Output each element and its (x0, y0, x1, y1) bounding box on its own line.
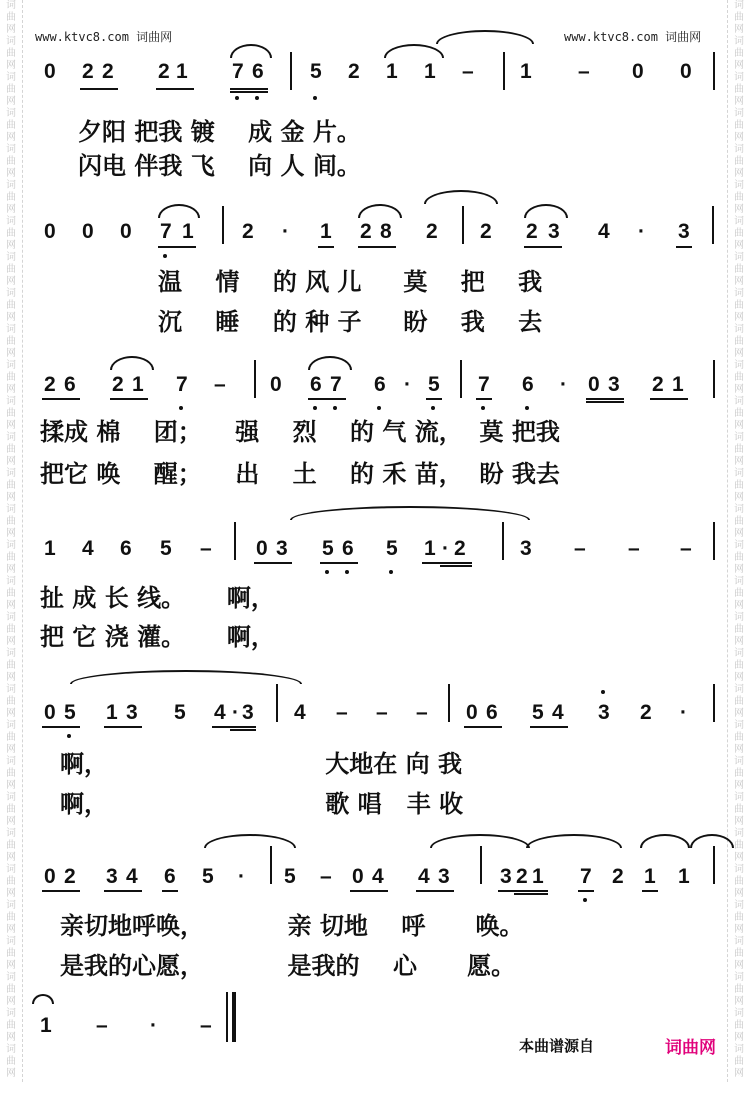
final-barline (232, 992, 236, 1042)
octave-dot (345, 570, 349, 574)
side-watermark-char: 曲 (6, 732, 16, 743)
side-watermark-char: 曲 (6, 228, 16, 239)
side-watermark-char: 网 (734, 204, 744, 215)
slur (110, 356, 154, 370)
side-watermark-char: 曲 (734, 840, 744, 851)
side-watermark-char: 曲 (6, 48, 16, 59)
side-watermark-char: 曲 (6, 768, 16, 779)
side-watermark-char: 曲 (734, 984, 744, 995)
side-watermark-char: 词 (6, 576, 16, 587)
slur (430, 834, 530, 848)
side-watermark-char: 曲 (734, 372, 744, 383)
side-watermark-char: 曲 (6, 876, 16, 887)
side-watermark-char: 曲 (6, 444, 16, 455)
underline (320, 562, 358, 564)
side-watermark-char: 网 (734, 420, 744, 431)
tie (204, 834, 296, 848)
side-watermark-char: 曲 (6, 1056, 16, 1067)
side-watermark-char: 词 (6, 108, 16, 119)
octave-dot (333, 406, 337, 410)
lyric-row-2-verse-2: 沉 睡 的 种 子 盼 我 去 (158, 308, 543, 336)
side-watermark-char: 网 (6, 996, 16, 1007)
side-watermark-char: 曲 (6, 660, 16, 671)
barline (713, 684, 715, 722)
side-watermark-char: 曲 (6, 948, 16, 959)
watermark-top-left: www.ktvc8.com 词曲网 (35, 30, 173, 44)
side-watermark-char: 词 (6, 1008, 16, 1019)
side-watermark-char: 网 (734, 456, 744, 467)
underline (230, 88, 268, 90)
side-watermark-char: 曲 (734, 804, 744, 815)
side-watermark-char: 网 (6, 816, 16, 827)
side-watermark-char: 词 (734, 756, 744, 767)
side-watermark-char: 网 (6, 636, 16, 647)
side-watermark-char: 词 (734, 468, 744, 479)
side-watermark-char: 曲 (6, 624, 16, 635)
underline (650, 398, 688, 400)
slur (640, 834, 690, 848)
octave-dot (601, 690, 605, 694)
side-watermark-char: 曲 (734, 444, 744, 455)
side-watermark-char: 词 (734, 648, 744, 659)
barline (480, 846, 482, 884)
side-watermark-char: 词 (6, 36, 16, 47)
side-watermark-char: 曲 (734, 912, 744, 923)
side-watermark-char: 词 (6, 792, 16, 803)
side-watermark-char: 网 (734, 780, 744, 791)
side-watermark-char: 曲 (6, 588, 16, 599)
side-watermark-char: 曲 (734, 948, 744, 959)
underline (42, 726, 80, 728)
underline (104, 890, 142, 892)
underline (254, 562, 292, 564)
side-watermark-char: 网 (734, 492, 744, 503)
side-watermark-char: 曲 (734, 228, 744, 239)
watermark-top-right: www.ktvc8.com 词曲网 (564, 30, 702, 44)
lyric-row-5-verse-2: 啊， 歌 唱 丰 收 (60, 790, 464, 818)
side-watermark-char: 曲 (6, 984, 16, 995)
underline (514, 893, 548, 895)
underline (104, 726, 142, 728)
barline (713, 52, 715, 90)
side-watermark-char: 网 (734, 240, 744, 251)
side-watermark-char: 词 (734, 108, 744, 119)
side-watermark-char: 词 (6, 324, 16, 335)
side-watermark-char: 词 (734, 540, 744, 551)
side-watermark-char: 词 (734, 1044, 744, 1055)
side-watermark-char: 网 (6, 384, 16, 395)
side-watermark-char: 网 (734, 384, 744, 395)
side-watermark-char: 词 (6, 972, 16, 983)
side-watermark-char: 词 (6, 180, 16, 191)
side-watermark-char: 曲 (6, 696, 16, 707)
slur (524, 204, 568, 218)
side-watermark-char: 网 (6, 24, 16, 35)
side-watermark-char: 网 (734, 168, 744, 179)
side-watermark-char: 网 (734, 1068, 744, 1079)
octave-dot (325, 570, 329, 574)
underline (350, 890, 388, 892)
underline (476, 398, 492, 400)
side-watermark-char: 网 (734, 816, 744, 827)
site-logo[interactable]: 词曲网 (665, 1038, 716, 1058)
notes-row-1: 0 2 2 2 1 7 6 5 2 1 1 – 1 – 0 0 (44, 60, 692, 83)
underline (230, 91, 268, 93)
side-watermark-char: 曲 (734, 660, 744, 671)
side-watermark-char: 曲 (734, 84, 744, 95)
barline (290, 52, 292, 90)
slur (158, 204, 200, 218)
tie (290, 506, 530, 520)
side-watermark-char: 网 (734, 60, 744, 71)
underline (676, 246, 692, 248)
side-watermark-char: 网 (6, 744, 16, 755)
side-watermark-char: 曲 (6, 300, 16, 311)
underline (586, 398, 624, 400)
octave-dot (235, 96, 239, 100)
side-watermark-char: 网 (734, 600, 744, 611)
side-watermark-char: 网 (734, 564, 744, 575)
side-watermark-char: 曲 (734, 264, 744, 275)
side-watermark-char: 曲 (734, 768, 744, 779)
side-watermark-char: 曲 (6, 408, 16, 419)
side-watermark-char: 词 (734, 828, 744, 839)
side-watermark-char: 曲 (734, 732, 744, 743)
underline (80, 88, 118, 90)
notes-row-7: 1 – · – (40, 1014, 212, 1037)
side-watermark-char: 词 (6, 612, 16, 623)
underline (524, 246, 562, 248)
side-watermark-char: 网 (6, 960, 16, 971)
side-watermark-char: 词 (734, 288, 744, 299)
side-watermark-char: 曲 (6, 264, 16, 275)
side-watermark-char: 曲 (734, 1020, 744, 1031)
side-watermark-char: 词 (734, 216, 744, 227)
octave-dot (313, 406, 317, 410)
lyric-row-4-verse-1: 扯 成 长 线。 啊， (40, 584, 275, 612)
side-watermark-char: 曲 (734, 480, 744, 491)
side-watermark-char: 词 (734, 972, 744, 983)
underline (586, 401, 624, 403)
lyric-row-6-verse-2: 是我的心愿， 是我的 心 愿。 (60, 952, 516, 980)
tie-continuation (32, 994, 54, 1004)
side-watermark-char: 网 (6, 492, 16, 503)
side-watermark-char: 词 (6, 72, 16, 83)
octave-dot (67, 734, 71, 738)
barline (502, 522, 504, 560)
side-watermark-char: 网 (734, 996, 744, 1007)
side-watermark-char: 曲 (6, 372, 16, 383)
octave-dot (313, 96, 317, 100)
side-watermark-char: 词 (734, 72, 744, 83)
side-watermark-char: 词 (734, 612, 744, 623)
side-watermark-char: 网 (734, 888, 744, 899)
barline (713, 360, 715, 398)
side-watermark-char: 曲 (734, 588, 744, 599)
underline (498, 890, 548, 892)
side-watermark-char: 曲 (734, 516, 744, 527)
side-watermark-char: 网 (734, 852, 744, 863)
side-watermark-char: 曲 (6, 840, 16, 851)
underline (230, 729, 256, 731)
side-watermark-char: 词 (734, 936, 744, 947)
lyric-row-6-verse-1: 亲切地呼唤， 亲 切地 呼 唤。 (60, 912, 524, 940)
side-watermark-char: 词 (734, 360, 744, 371)
side-watermark-char: 网 (734, 1032, 744, 1043)
side-watermark-char: 曲 (734, 552, 744, 563)
side-watermark-char: 词 (734, 900, 744, 911)
side-watermark-char: 曲 (734, 624, 744, 635)
side-watermark-char: 词 (734, 792, 744, 803)
side-watermark-char: 网 (6, 204, 16, 215)
side-watermark-char: 网 (6, 60, 16, 71)
side-watermark-char: 词 (734, 864, 744, 875)
side-watermark-char: 曲 (734, 336, 744, 347)
side-watermark-char: 网 (6, 708, 16, 719)
octave-dot (377, 406, 381, 410)
octave-dot (583, 898, 587, 902)
barline (234, 522, 236, 560)
underline (42, 398, 80, 400)
side-watermark-char: 网 (6, 672, 16, 683)
tie (436, 30, 534, 44)
side-watermark-char: 网 (734, 24, 744, 35)
barline (226, 992, 228, 1042)
underline (308, 398, 346, 400)
side-watermark-char: 曲 (6, 912, 16, 923)
side-watermark-char: 网 (6, 240, 16, 251)
side-watermark-char: 词 (734, 144, 744, 155)
side-watermark-char: 网 (6, 348, 16, 359)
side-watermark-char: 曲 (6, 336, 16, 347)
barline (448, 684, 450, 722)
side-watermark-char: 网 (734, 924, 744, 935)
notes-row-4: 1 4 6 5 – 0 3 5 6 5 1 · 2 3 – – – (44, 537, 692, 560)
side-watermark-char: 词 (6, 828, 16, 839)
octave-dot (481, 406, 485, 410)
underline (464, 726, 502, 728)
lyric-row-5-verse-1: 啊， 大地在 向 我 (60, 750, 462, 778)
side-watermark-char: 曲 (734, 408, 744, 419)
underline (642, 890, 658, 892)
underline (318, 246, 334, 248)
side-watermark-char: 词 (6, 540, 16, 551)
side-watermark-char: 曲 (6, 552, 16, 563)
underline (156, 88, 194, 90)
side-watermark-char: 网 (6, 528, 16, 539)
side-watermark-char: 曲 (734, 120, 744, 131)
side-watermark-char: 网 (734, 744, 744, 755)
side-watermark-char: 网 (6, 888, 16, 899)
side-watermark-char: 词 (734, 324, 744, 335)
side-watermark-char: 词 (6, 504, 16, 515)
side-watermark-char: 曲 (6, 12, 16, 23)
notes-row-5: 0 5 1 3 5 4 · 3 4 – – – 0 6 5 4 3 2 · (44, 701, 687, 724)
side-watermark-char: 词 (6, 864, 16, 875)
side-watermark-char: 曲 (6, 120, 16, 131)
side-watermark-char: 词 (6, 648, 16, 659)
side-watermark-char: 网 (6, 924, 16, 935)
side-watermark-char: 网 (6, 852, 16, 863)
barline (503, 52, 505, 90)
side-watermark-char: 网 (6, 312, 16, 323)
side-watermark-char: 曲 (6, 804, 16, 815)
side-watermark-char: 词 (6, 0, 16, 11)
barline (276, 684, 278, 722)
side-watermark-char: 词 (734, 252, 744, 263)
lyric-row-3-verse-1: 揉成 棉 团； 强 烈 的 气 流， 莫 把我 (40, 418, 560, 446)
side-watermark-char: 词 (6, 216, 16, 227)
barline (713, 522, 715, 560)
underline (440, 565, 472, 567)
barline (460, 360, 462, 398)
side-watermark-char: 词 (6, 1044, 16, 1055)
side-watermark-char: 网 (6, 1032, 16, 1043)
notes-row-3: 2 6 2 1 7 – 0 6 7 6 · 5 7 6 · 0 3 2 1 (44, 373, 684, 396)
barline (712, 206, 714, 244)
underline (110, 398, 148, 400)
side-watermark-char: 网 (734, 348, 744, 359)
side-watermark-char: 曲 (6, 84, 16, 95)
side-watermark-char: 曲 (734, 300, 744, 311)
side-watermark-char: 网 (6, 456, 16, 467)
side-watermark-char: 词 (734, 0, 744, 11)
side-watermark-char: 曲 (6, 480, 16, 491)
side-watermark-char: 曲 (734, 12, 744, 23)
lyric-row-3-verse-2: 把它 唤 醒； 出 土 的 禾 苗， 盼 我去 (40, 460, 560, 488)
tie (70, 670, 302, 684)
octave-dot (525, 406, 529, 410)
side-watermark-char: 曲 (734, 1056, 744, 1067)
side-watermark-char: 网 (6, 276, 16, 287)
side-watermark-char: 网 (6, 564, 16, 575)
side-watermark-char: 曲 (6, 516, 16, 527)
side-watermark-char: 网 (734, 132, 744, 143)
side-watermark-char: 网 (6, 780, 16, 791)
lyric-row-1-verse-1: 夕阳 把我 镀 成 金 片。 (78, 118, 361, 146)
slur (358, 204, 402, 218)
underline (162, 890, 178, 892)
side-watermark-char: 曲 (734, 696, 744, 707)
side-watermark-char: 网 (6, 420, 16, 431)
underline (42, 890, 80, 892)
side-watermark-char: 词 (734, 396, 744, 407)
notes-row-6: 0 2 3 4 6 5 · 5 – 0 4 4 3 3 2 1 7 2 1 1 (44, 865, 690, 888)
side-watermark-char: 网 (734, 96, 744, 107)
side-watermark-char: 词 (6, 288, 16, 299)
underline (578, 890, 594, 892)
barline (222, 206, 224, 244)
slur (230, 44, 272, 58)
side-watermark-char: 词 (6, 360, 16, 371)
slur (308, 356, 352, 370)
side-watermark-char: 词 (6, 144, 16, 155)
side-watermark-char: 词 (734, 1008, 744, 1019)
slur (526, 834, 622, 848)
side-watermark-char: 网 (734, 708, 744, 719)
side-watermark-char: 网 (734, 276, 744, 287)
side-watermark-char: 曲 (734, 156, 744, 167)
side-watermark-char: 词 (6, 396, 16, 407)
side-watermark-char: 词 (734, 432, 744, 443)
underline (422, 562, 472, 564)
side-watermark-char: 曲 (6, 156, 16, 167)
octave-dot (389, 570, 393, 574)
source-label: 本曲谱源自 (519, 1037, 595, 1055)
underline (158, 246, 196, 248)
octave-dot (163, 254, 167, 258)
underline (530, 726, 568, 728)
side-watermark-char: 网 (734, 312, 744, 323)
lyric-row-1-verse-2: 闪电 伴我 飞 向 人 间。 (78, 152, 361, 180)
side-watermark-char: 词 (6, 468, 16, 479)
octave-dot (179, 406, 183, 410)
side-watermark-char: 网 (734, 528, 744, 539)
side-watermark-char: 词 (6, 900, 16, 911)
octave-dot (255, 96, 259, 100)
side-watermark-char: 网 (6, 600, 16, 611)
side-watermark-char: 曲 (734, 192, 744, 203)
side-watermark-char: 曲 (734, 48, 744, 59)
side-watermark-char: 网 (6, 96, 16, 107)
underline (416, 890, 454, 892)
barline (462, 206, 464, 244)
side-watermark-char: 曲 (6, 1020, 16, 1031)
side-watermark-char: 网 (734, 636, 744, 647)
barline (713, 846, 715, 884)
side-watermark-char: 词 (734, 720, 744, 731)
side-watermark-char: 词 (6, 252, 16, 263)
underline (212, 726, 256, 728)
underline (358, 246, 396, 248)
side-watermark-char: 词 (734, 504, 744, 515)
side-watermark-char: 网 (734, 960, 744, 971)
barline (270, 846, 272, 884)
lyric-row-4-verse-2: 把 它 浇 灌。 啊， (40, 623, 275, 651)
underline (426, 398, 442, 400)
lyric-row-2-verse-1: 温 情 的 风 儿 莫 把 我 (158, 268, 543, 296)
tie (424, 190, 498, 204)
side-watermark-char: 词 (6, 432, 16, 443)
side-watermark-char: 网 (734, 672, 744, 683)
notes-row-2: 0 0 0 7 1 2 · 1 2 8 2 2 2 3 4 · 3 (44, 220, 690, 243)
side-watermark-char: 词 (734, 684, 744, 695)
side-watermark-char: 词 (734, 36, 744, 47)
side-watermark-char: 网 (6, 168, 16, 179)
side-watermark-char: 网 (6, 132, 16, 143)
side-watermark-char: 词 (6, 720, 16, 731)
side-watermark-char: 词 (6, 756, 16, 767)
octave-dot (431, 406, 435, 410)
barline (254, 360, 256, 398)
slur (384, 44, 444, 58)
side-watermark-char: 词 (6, 936, 16, 947)
side-watermark-char: 词 (734, 576, 744, 587)
side-watermark-char: 曲 (734, 876, 744, 887)
side-watermark-char: 词 (6, 684, 16, 695)
side-watermark-char: 词 (734, 180, 744, 191)
side-watermark-char: 网 (6, 1068, 16, 1079)
side-watermark-char: 曲 (6, 192, 16, 203)
